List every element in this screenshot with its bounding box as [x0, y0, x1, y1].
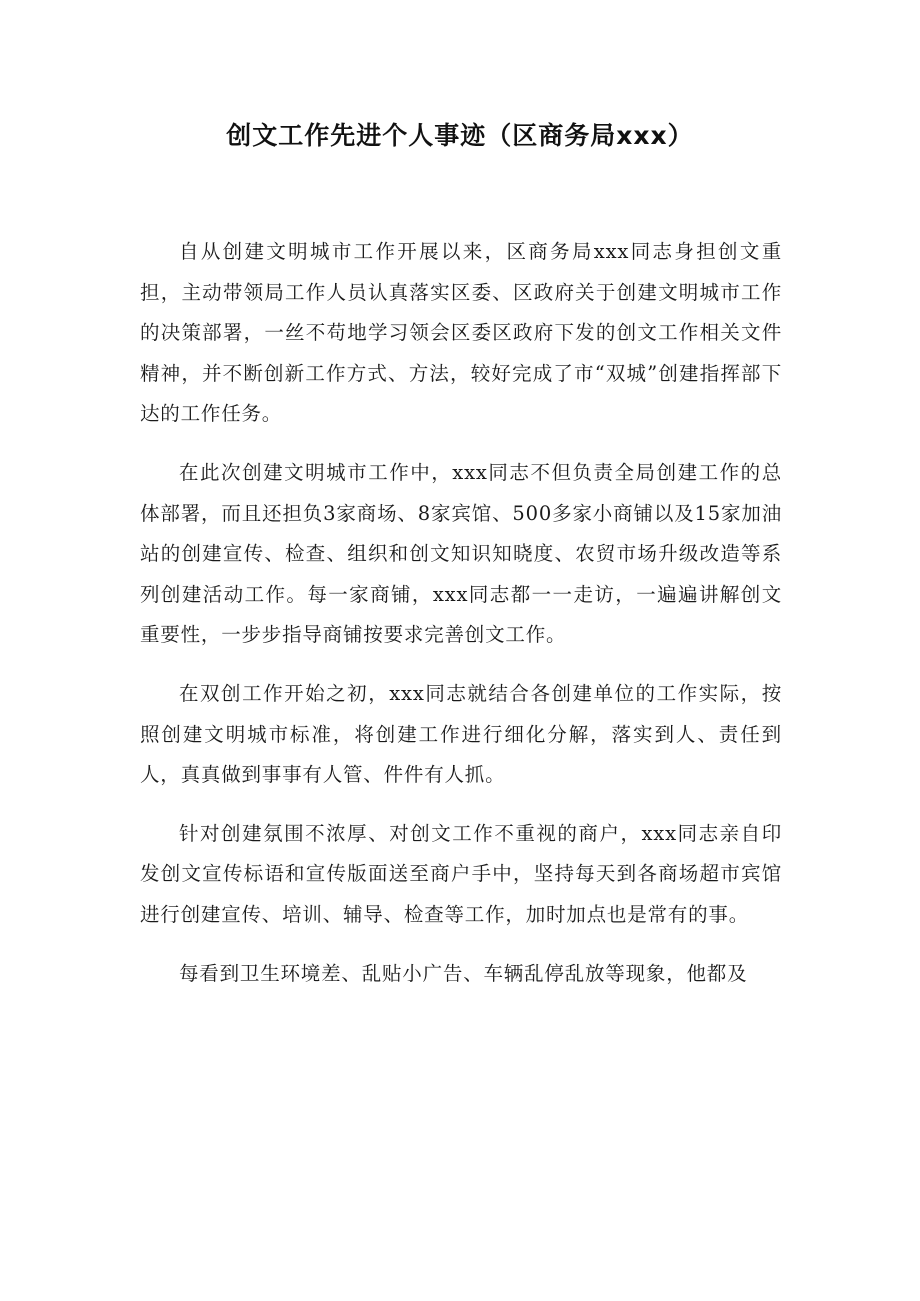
paragraph-4: 针对创建氛围不浓厚、对创文工作不重视的商户，xxx同志亲自印发创文宣传标语和宣传版面送至商户手中，坚持每天到各商场超市宾馆进行创建宣传、培训、辅导、检查等工作，加时加点也是常有的事。: [140, 821, 782, 926]
paragraph-1: 自从创建文明城市工作开展以来，区商务局xxx同志身担创文重担，主动带领局工作人员认真落实区委、区政府关于创建文明城市工作的决策部署，一丝不苟地学习领会区委区政府下发的创文工作相关文件精神，并不断创新工作方式、方法，较好完成了市“双城”创建指挥部下达的工作任务。: [140, 240, 782, 426]
document-title: 创文工作先进个人事迹（区商务局xxx）: [226, 121, 694, 150]
paragraph-2: 在此次创建文明城市工作中，xxx同志不但负责全局创建工作的总体部署，而且还担负3家商场、8家宾馆、500多家小商铺以及15家加油站的创建宣传、检查、组织和创文知识知晓度、农贸市场升级改造等系列创建活动工作。每一家商铺，xxx同志都一一走访，一遍遍讲解创文重要性，一步步指导商铺按要求完善创文工作。: [140, 460, 782, 647]
paragraph-5: 每看到卫生环境差、乱贴小广告、车辆乱停乱放等现象，他都及: [179, 961, 748, 985]
paragraph-3: 在双创工作开始之初，xxx同志就结合各创建单位的工作实际，按照创建文明城市标准，将创建工作进行细化分解，落实到人、责任到人，真真做到事事有人管、件件有人抓。: [140, 681, 782, 787]
document-body: [140, 232, 782, 1012]
